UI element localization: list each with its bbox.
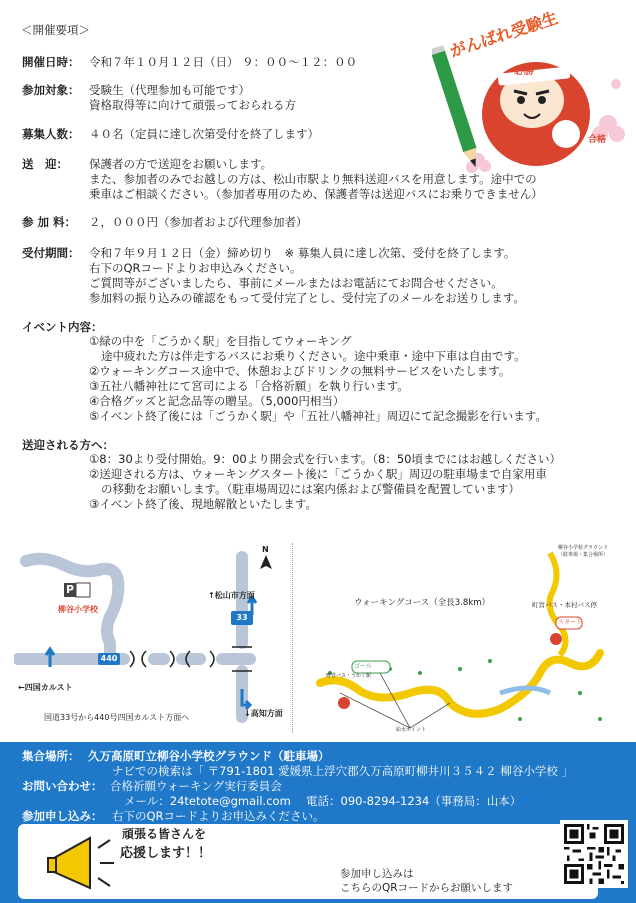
karst-label: ←四国カルスト — [18, 683, 73, 692]
small-label-2: （駐車場・集合場所） — [558, 552, 609, 558]
transport-line-1: 保護者の方で送迎をお願いします。 — [89, 157, 273, 171]
map-section — [0, 535, 636, 742]
transported-label: 送迎される方へ： — [22, 438, 114, 452]
outline-heading: ＜開催要項＞ — [21, 23, 90, 37]
qr-note-2: こちらのQRコードからお願いします — [340, 882, 514, 894]
navi-search: ナビでの検索は「 〒791-1801 愛媛県上浮穴郡久万高原町柳井川３５４２ 柳谷小学校 」 — [112, 764, 573, 778]
road-map-icon — [14, 547, 286, 727]
reception-line-1: 令和７年９月１２日（金）締め切り ※ 募集人員に達し次第、受付を終了します。 — [89, 246, 516, 260]
small-label-4: 給水ポイント — [396, 727, 427, 733]
transported-item-2: ②送迎される方は、ウォーキングスタート後に「ごうかく駅」周辺の駐車場まで自家用車 — [89, 467, 547, 481]
badge-charm-text: 合格 — [588, 135, 607, 145]
target-line-1: 受験生（代理参加も可能です） — [89, 83, 250, 97]
footer-info — [0, 742, 636, 903]
small-label-3: 町営バス・うかく駅 — [326, 673, 372, 679]
apply-label: 参加申し込み： — [22, 809, 103, 823]
goal-label: ゴール — [354, 663, 372, 670]
badge-band-text: 必勝 — [514, 66, 534, 77]
kochi-label: ↓高知方面 — [244, 709, 283, 718]
reception-label: 受付期間： — [22, 246, 80, 260]
contact-value: 合格祈願ウォーキング実行委員会 — [110, 779, 282, 793]
transported-item-3: ③イベント終了後、現地解散といたします。 — [89, 497, 317, 511]
start-label: スタート — [558, 619, 583, 626]
event-label: イベント内容： — [22, 320, 103, 334]
megaphone-icon — [46, 828, 126, 898]
date-value: 令和７年１０月１２日（日） ９：００～１２：００ — [89, 55, 358, 69]
capacity-label: 募集人数： — [22, 127, 80, 141]
route-note: 国道33号から440号四国カルスト方面へ — [44, 713, 190, 722]
north-label: N — [262, 545, 269, 554]
event-item-3: ③五社八幡神社にて宮司による「合格祈願」を執り行います。 — [89, 379, 409, 393]
event-item-1: ①緑の中を「ごうかく駅」を目指してウォーキング — [89, 334, 352, 348]
reception-line-3: ご質問等がございましたら、事前にメールまたはお電話にてお問合せください。 — [89, 276, 503, 290]
date-label: 開催日時： — [22, 55, 80, 69]
event-item-5: ⑤イベント終了後には「ごうかく駅」や「五社八幡神社」周辺にて記念撮影を行います。 — [89, 409, 547, 423]
venue-value: 久万高原町立柳谷小学校グラウンド（駐車場） — [88, 749, 330, 763]
route-440-sign: 440 — [100, 654, 118, 663]
bus-top-label: 町営バス・本村バス停 — [532, 601, 597, 609]
transport-line-3: 乗車はご相談ください。（参加者専用のため、保護者等は送迎バスにお乗りできません） — [89, 187, 543, 201]
reception-line-2: 右下のQRコードよりお申込みください。 — [89, 261, 302, 275]
matsuyama-label: ↑松山市方面 — [208, 591, 255, 600]
contact-mail[interactable]: メール：24tetote@gmail.com — [124, 794, 291, 808]
school-label: 柳谷小学校 — [58, 605, 98, 614]
apply-value: 右下のQRコードよりお申込みください。 — [112, 809, 325, 823]
small-label-1: 柳谷小学校グラウンド — [558, 545, 609, 551]
cheer-line-2: 応援します！！ — [120, 846, 212, 861]
qr-code[interactable] — [560, 820, 628, 888]
reception-line-4: 参加料の振り込みの確認をもって受付完了とし、受付完了のメールをお送りします。 — [89, 291, 525, 305]
transported-item-2-note: の移動をお願いします。（駐車場周辺には案内係および警備員を配置しています） — [101, 482, 520, 496]
parking-sign: P — [65, 583, 75, 596]
cheer-panel — [18, 824, 598, 899]
map-divider — [292, 543, 293, 733]
transport-line-2: また、参加者のみでお越しの方は、松山市駅より無料送迎バスを用意します。途中での — [89, 172, 537, 186]
fee-label: 参 加 料： — [22, 215, 77, 229]
daruma-illustration — [432, 8, 632, 174]
transported-item-1: ①8：30より受付開始。9：00より開会式を行います。（8：50頃までにはお越しください） — [89, 452, 561, 466]
course-map — [300, 543, 630, 738]
target-line-2: 資格取得等に向けて頑張っておられる方 — [89, 98, 296, 112]
course-map-icon — [300, 543, 630, 738]
capacity-value: ４０名（定員に達し次第受付を終了します） — [89, 127, 319, 141]
badge-title: がんばれ受験生 — [447, 8, 561, 61]
contact-label: お問い合わせ： — [22, 779, 103, 793]
fee-value: ２，０００円（参加者および代理参加者） — [89, 215, 308, 229]
cheer-line-1: 頑張る皆さんを — [122, 827, 207, 841]
contact-tel[interactable]: 電話：090-8294-1234（事務局：山本） — [306, 794, 522, 808]
transport-label: 送 迎： — [22, 157, 68, 171]
route-33-sign: 33 — [236, 613, 248, 622]
qr-note-1: 参加申し込みは — [340, 868, 414, 880]
venue-label: 集合場所： — [22, 749, 80, 763]
qr-code-icon — [564, 824, 624, 884]
access-map — [14, 547, 286, 727]
event-item-2: ②ウォーキングコース途中で、休憩およびドリンクの無料サービスをいたします。 — [89, 364, 511, 378]
event-item-1-note: 途中疲れた方は伴走するバスにお乗りください。途中乗車・途中下車は自由です。 — [101, 349, 526, 363]
target-label: 参加対象： — [22, 83, 80, 97]
course-title: ウォーキングコース（全長3.8km） — [354, 598, 491, 608]
event-item-4: ④合格グッズと記念品等の贈呈。（5,000円相当） — [89, 394, 345, 408]
